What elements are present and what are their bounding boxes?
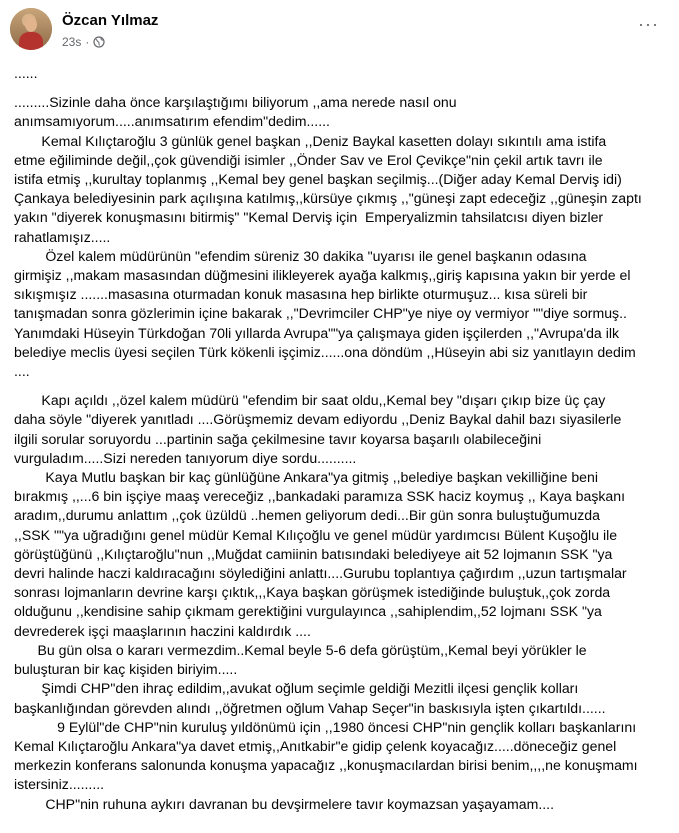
post-text-line: ,,SSK ""ya uğradığını genel müdür Kemal Kılıçoğlu ve genel müdür yardımcısı Bülent Kuşoğlu ile [14, 526, 618, 543]
post-text-line: bırakmış ,,...6 bin işçiye maaş vereceğiz ,,bankadaki paramıza SSK haciz koymuş ,, Kaya başkanı [14, 488, 625, 505]
post-text-line: Şimdi CHP"den ihraç edildim,,avukat oğlum seçimle geldiği Mezitli ilçesi gençlik kolları [14, 680, 579, 697]
blank-line [14, 83, 666, 93]
avatar[interactable] [10, 8, 52, 50]
post-text-line: .... [14, 363, 30, 380]
author-name[interactable]: Özcan Yılmaz [62, 12, 159, 29]
post-text-line: Kapı açıldı ,,özel kalem müdürü "efendim bir saat oldu,,Kemal bey "dışarı çıkıp bize üç çay [14, 392, 606, 409]
post-text-line: .........Sizinle daha önce karşılaştığımı biliyorum ,,ama nerede nasıl onu [14, 94, 457, 111]
post-timestamp[interactable]: 23s [62, 35, 82, 49]
post-text-line: girmişiz ,,makam masasından düğmesini ilikleyerek ayağa kalkmış,,giriş kapısına yakın bir yerde el [14, 267, 631, 284]
post-text-line: devrederek işçi maaşlarının haczini kaldırdık .... [14, 622, 311, 639]
post-header [10, 8, 158, 50]
post-text-line: devri halinde haczi kaldıracağını söylediğini anlattı....Gurubu toplantıya çağırdım ,,uzun tartışmalar [14, 565, 627, 582]
post-subline [62, 35, 158, 49]
post-text-line: Kaya Mutlu başkan bir kaç günlüğüne Ankara"ya gitmiş ,,belediye başkan vekilliğine beni [14, 469, 598, 486]
post-text-line: Özel kalem müdürünün "efendim süreniz 30 dakika "uyarısı ile genel başkanın odasına [14, 247, 587, 264]
post-text-line: 9 Eylül"de CHP"nin kuruluş yıldönümü için ,,1980 öncesi CHP"nin gençlik kolları başkanlarını [14, 718, 637, 735]
post-text-line: daha söyle "diyerek yanıtladı ....Görüşmemiz devam ediyordu ,,Deniz Baykal dahil bazı siyasilerle [14, 411, 622, 428]
post-text-line: sıkışmışız .......masasına oturmadan konuk masasına hep birlikte oturmuşuz... kısa süreli bir [14, 286, 588, 303]
post-text-line: rahatlamışız..... [14, 228, 111, 245]
post-body [14, 64, 666, 814]
post-text-line: anımsamıyorum.....anımsatırım efendim"dedim...... [14, 113, 330, 130]
more-options-icon[interactable]: ··· [638, 14, 659, 34]
post-meta [62, 12, 158, 49]
post-text-line: yakın "diyerek konuşmasını bitirmiş" "Kemal Derviş için Emperyalizmin tahsilatcısı diyen bizler [14, 209, 604, 226]
post-text-line: istifa etmiş ,,kurultay toplanmış ,,Kemal bey genel başkan seçilmiş...(Diğer aday Kemal Derviş idi) [14, 171, 622, 188]
post-text-line: vurguladım.....Sizi nereden tanıyorum diye sordu.......... [14, 449, 357, 466]
post-text-line: Bu gün olsa o kararı vermezdim..Kemal beyle 5-6 defa görüştüm,,Kemal beyi yörükler le [14, 641, 587, 658]
post-text-line: Yanımdaki Hüseyin Türkdoğan 70li yıllarda Avrupa""ya çalışmaya giden işçilerden ,,"Avrupa'da ilk [14, 324, 619, 341]
post-text-line: ilgili sorular soruyordu ...partinin sağa çekilmesine tavır koyarsa başarılı olabileceğini [14, 430, 542, 447]
post-text-line: Kemal Kılıçtaroğlu 3 günlük genel başkan ,,Deniz Baykal kasetten dolayı sıkıntılı ama istifa [14, 132, 607, 149]
post-text-line: ...... [14, 65, 38, 81]
post-text-line: aradım,,durumu anlattım ,,çok üzüldü ..hemen geliyorum dedi...Bir gün sonra buluştuğumuzda [14, 507, 600, 524]
post-text-line: buluşturan bir kaç kişiden biriyim..... [14, 661, 238, 678]
post-text-line: sonrası lojmanların devrine karşı çıktık,,,Kaya başkan görüşmek istediğinde buluştuk,,çok zorda [14, 584, 611, 601]
post-text-line: CHP"nin ruhuna aykırı davranan bu devşirmelere tavır koymazsan yaşayamam.... [14, 795, 555, 812]
post-text-line: Kemal Kılıçtaroğlu Ankara"ya davet etmiş,,Anıtkabir"e gidip çelenk koyacağız.....döneceğiz genel [14, 737, 617, 754]
globe-icon[interactable] [93, 36, 105, 48]
post-text-line: tanışmadan sonra gözlerimin içine bakarak ,,"Devrimciler CHP"ye niye oy vermiyor ""diye sormuş.. [14, 305, 627, 322]
separator-dot: · [85, 35, 90, 49]
post-text-line: başkanlığından görevden alındı ,,öğretmen oğlum Vahap Seçer"in baskısıyla işten çıkartıldı...... [14, 699, 606, 716]
post-text-line: Çankaya belediyesinin park açılışına katılmış,,kürsüye çıkmış ,,"güneşi zapt edeceğiz ,,güneşin zaptı [14, 190, 642, 207]
post-text-line: merkezin konferans salonunda konuşma yapacağız ,,konuşmacılardan birisi benim,,,,ne konuşmamı [14, 757, 638, 774]
post-text-line: etme eğiliminde değil,,çok güvendiği isimler ,,Önder Sav ve Erol Çevikçe"nin çekil artık tavrı ile [14, 151, 603, 168]
blank-line [14, 381, 666, 391]
post-text-line: olduğunu ,,kendisine sahip çıkmam gerektiğini vurgulayınca ,,sahiplendim,,52 lojmanı SSK "ya [14, 603, 602, 620]
post-text-line: görüştüğünü ,,Kılıçtaroğlu"nun ,,Muğdat camiinin batısındaki belediyeye ait 52 lojmanın SSK "ya [14, 545, 613, 562]
post-text-line: belediye meclis üyesi seçilen Türk kökenli işçimiz......ona döndüm ,,Hüseyin abi siz yanıtlayın dedim [14, 343, 636, 360]
post-text-line: istersiniz......... [14, 776, 105, 793]
